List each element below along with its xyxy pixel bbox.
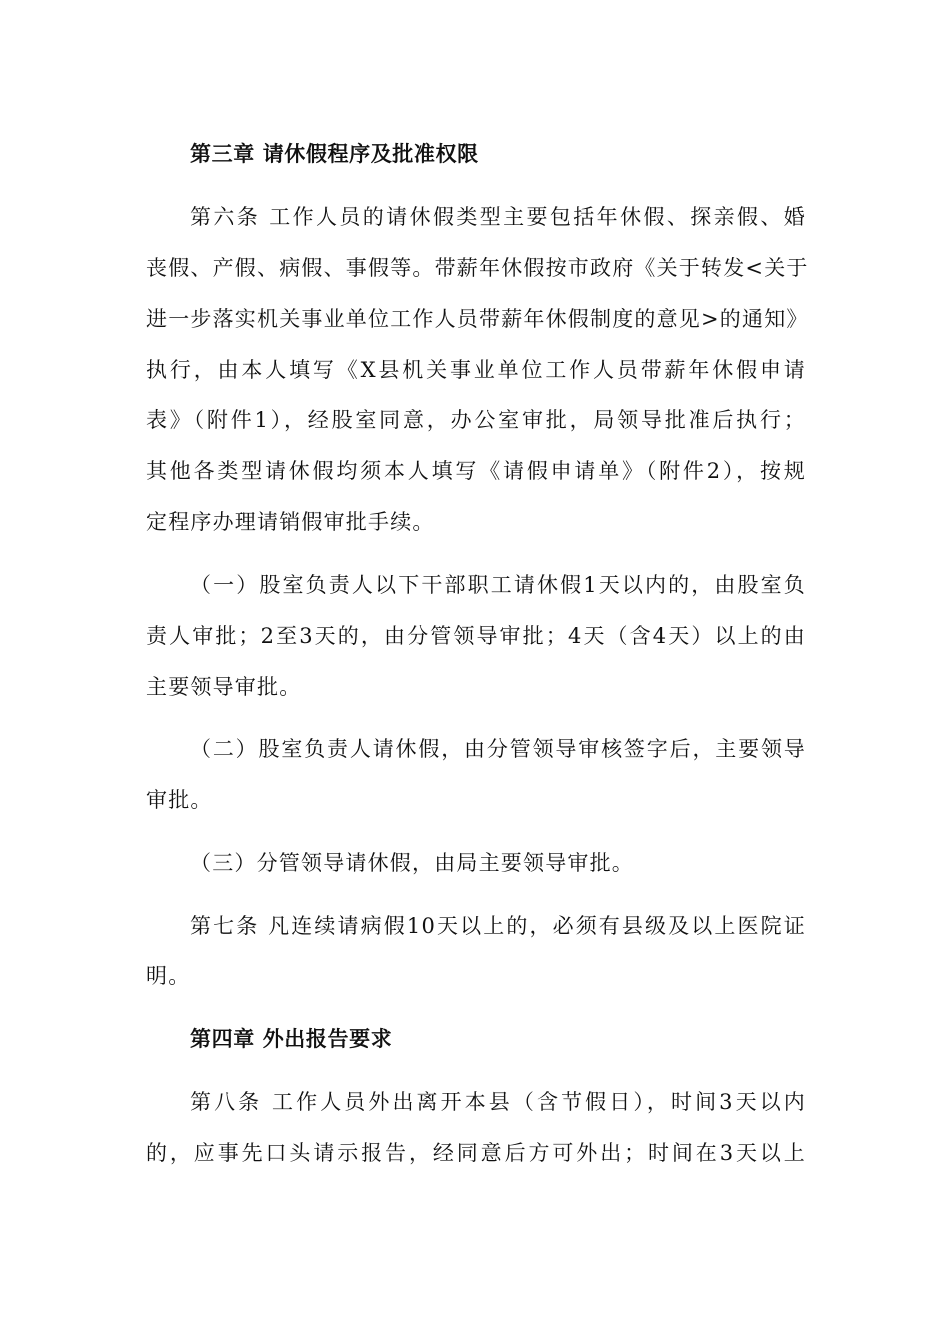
article-8-line-1: 第八条 工作人员外出离开本县（含节假日），时间3天以内	[190, 1090, 806, 1114]
chapter-4-heading: 第四章 外出报告要求	[190, 1027, 393, 1051]
article-7-line-2: 明。	[146, 964, 191, 988]
item-2-line-2: 审批。	[146, 788, 213, 812]
article-6-line-7: 定程序办理请销假审批手续。	[146, 510, 435, 534]
item-1-line-1: （一）股室负责人以下干部职工请休假1天以内的，由股室负	[190, 573, 806, 597]
article-6-line-2: 丧假、产假、病假、事假等。带薪年休假按市政府《关于转发<关于	[146, 256, 809, 280]
article-7-line-1: 第七条 凡连续请病假10天以上的，必须有县级及以上医院证	[190, 914, 806, 938]
item-1-line-3: 主要领导审批。	[146, 675, 302, 699]
chapter-3-heading: 第三章 请休假程序及批准权限	[190, 142, 479, 166]
article-6-line-4: 执行，由本人填写《X县机关事业单位工作人员带薪年休假申请	[146, 358, 806, 382]
article-6-line-3: 进一步落实机关事业单位工作人员带薪年休假制度的意见>的通知》	[146, 307, 809, 331]
article-6-line-1: 第六条 工作人员的请休假类型主要包括年休假、探亲假、婚	[190, 205, 806, 229]
item-1-line-2: 责人审批；2至3天的，由分管领导审批；4天（含4天）以上的由	[146, 624, 806, 648]
article-6-line-5: 表》（附件1），经股室同意，办公室审批，局领导批准后执行；	[146, 408, 806, 432]
item-2-line-1: （二）股室负责人请休假，由分管领导审核签字后，主要领导	[190, 737, 806, 761]
article-6-line-6: 其他各类型请休假均须本人填写《请假申请单》（附件2），按规	[146, 459, 806, 483]
item-3-line-1: （三）分管领导请休假，由局主要领导审批。	[190, 851, 634, 875]
article-8-line-2: 的，应事先口头请示报告，经同意后方可外出；时间在3天以上	[146, 1141, 806, 1165]
